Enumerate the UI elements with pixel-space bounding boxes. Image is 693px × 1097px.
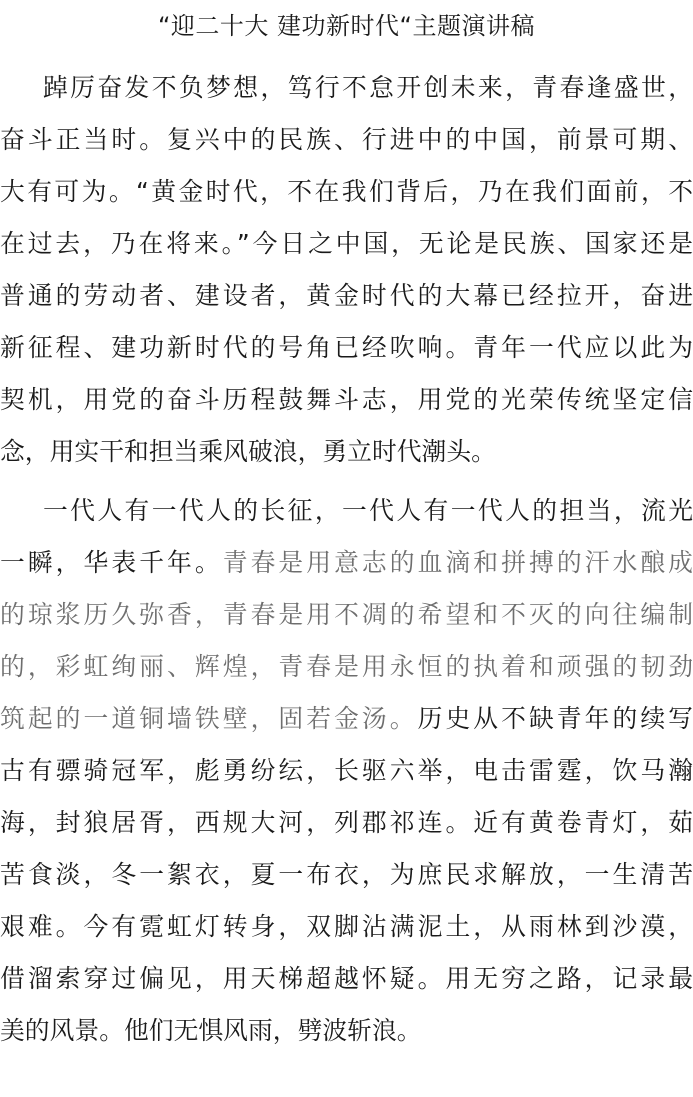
paragraph-1-line-7: 契机，用党的奋斗历程鼓舞斗志，用党的光荣传统坚定信 [0,385,693,414]
paragraph-2-line-4: 的，彩虹绚丽、辉煌，青春是用永恒的执着和顽强的韧劲 [0,652,693,681]
paragraph-2-line-7: 海，封狼居胥，西规大河，列郡祁连。近有黄卷青灯，茹 [0,808,693,837]
paragraph-1-line-8: 念，用实干和担当乘风破浪，勇立时代潮头。 [0,437,496,466]
paragraph-2-line-9: 艰难。今有霓虹灯转身，双脚沾满泥土，从雨林到沙漠， [0,912,693,941]
paragraph-2-line-3: 的琼浆历久弥香，青春是用不凋的希望和不灭的向往编制 [0,600,693,629]
paragraph-2-line-5-text-b: 历史从不缺青年的续写 [417,704,693,733]
paragraph-2-line-2 [0,537,693,589]
paragraph-2-line-5 [0,693,693,745]
paragraph-1 [0,62,693,478]
paragraph-2-line-2-text-a: 一瞬，华表千年。 [0,548,223,577]
paragraph-2-line-5-text-a: 筑起的一道铜墙铁壁，固若金汤。 [0,704,418,733]
paragraph-2-line-2-text-b: 青春是用意志的血滴和拼搏的汗水酿成 [222,548,693,577]
paragraph-1-line-4: 在过去，乃在将来。”今日之中国，无论是民族、国家还是 [0,229,693,258]
paragraph-2-line-11: 美的风景。他们无惧风雨，劈波斩浪。 [0,1016,422,1045]
paragraph-1-line-1: 踔厉奋发不负梦想，笃行不怠开创未来，青春逢盛世， [43,73,693,102]
paragraph-1-line-6: 新征程、建功新时代的号角已经吹响。青年一代应以此为 [0,333,693,362]
paragraph-2-line-1: 一代人有一代人的长征，一代人有一代人的担当，流光 [43,496,693,525]
document-title: “迎二十大 建功新时代“主题演讲稿 [158,12,535,40]
paragraph-2-line-8: 苦食淡，冬一絮衣，夏一布衣，为庶民求解放，一生清苦 [0,860,693,889]
paragraph-1-line-3: 大有可为。“黄金时代，不在我们背后，乃在我们面前，不 [0,177,693,206]
paragraph-1-line-5: 普通的劳动者、建设者，黄金时代的大幕已经拉开，奋进 [0,281,693,310]
paragraph-2-line-10: 借溜索穿过偏见，用天梯超越怀疑。用无穷之路，记录最 [0,964,693,993]
paragraph-2-line-6: 古有骠骑冠军，彪勇纷纭，长驱六举，电击雷霆，饮马瀚 [0,756,693,785]
paragraph-2 [0,485,693,1057]
paragraph-1-line-2: 奋斗正当时。复兴中的民族、行进中的中国，前景可期、 [0,125,693,154]
